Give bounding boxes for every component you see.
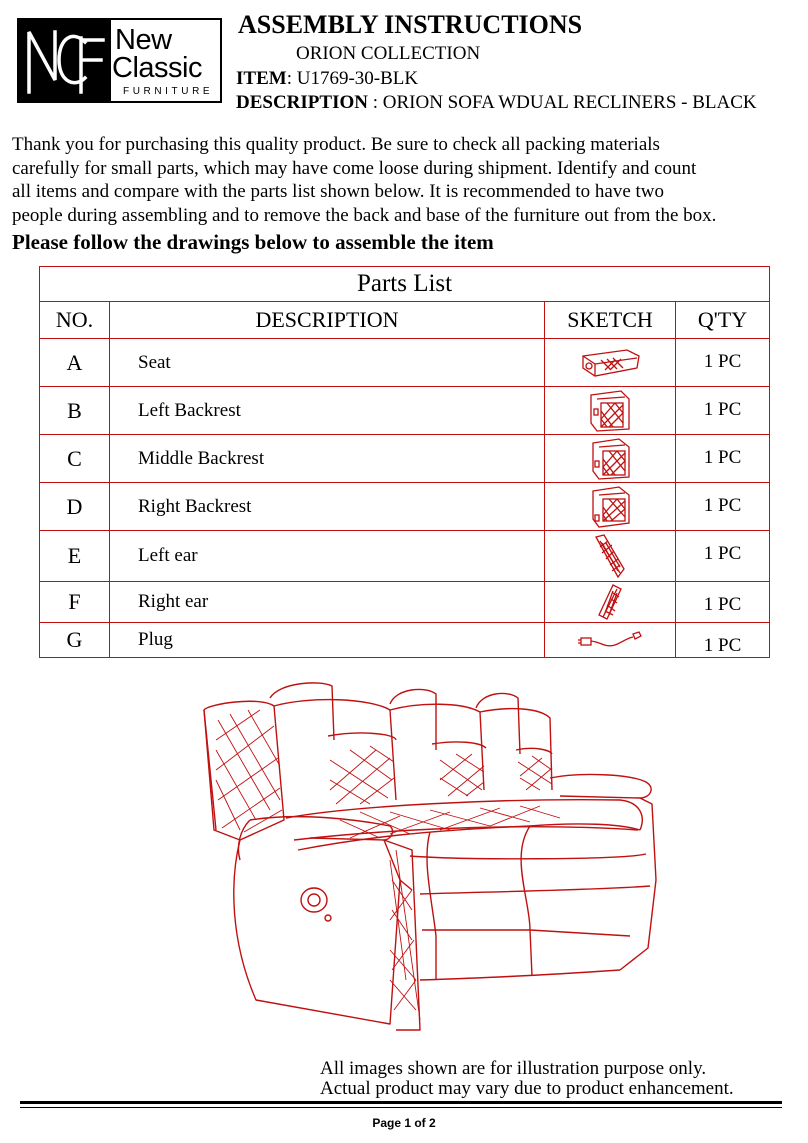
logo-text-new: New bbox=[115, 24, 172, 56]
middle-backrest-sketch-icon bbox=[545, 437, 675, 481]
part-qty: 1 PC bbox=[676, 531, 770, 582]
part-qty: 1 PC bbox=[676, 623, 770, 658]
part-description: Middle Backrest bbox=[110, 435, 545, 483]
part-no: E bbox=[40, 531, 110, 582]
left-ear-sketch-icon bbox=[545, 533, 675, 579]
part-qty: 1 PC bbox=[676, 339, 770, 387]
logo-text-classic: Classic bbox=[112, 52, 202, 84]
header-qty: Q'TY bbox=[676, 302, 770, 339]
part-no: F bbox=[40, 582, 110, 623]
part-description: Right Backrest bbox=[110, 483, 545, 531]
description-line bbox=[236, 92, 757, 114]
plug-sketch-icon bbox=[545, 628, 675, 652]
page-number: Page 1 of 2 bbox=[372, 1116, 436, 1130]
header-no: NO. bbox=[40, 302, 110, 339]
part-description: Seat bbox=[110, 339, 545, 387]
footer-rule bbox=[20, 1101, 782, 1104]
header-description: DESCRIPTION bbox=[110, 302, 545, 339]
table-row bbox=[40, 483, 770, 531]
right-backrest-sketch-icon bbox=[545, 485, 675, 529]
table-row bbox=[40, 582, 770, 623]
part-description: Right ear bbox=[110, 582, 545, 623]
intro-line: all items and compare with the parts list shown below. It is recommended to have two bbox=[12, 181, 665, 202]
part-description: Left ear bbox=[110, 531, 545, 582]
part-qty: 1 PC bbox=[676, 435, 770, 483]
description-value: : ORION SOFA WDUAL RECLINERS - BLACK bbox=[367, 92, 757, 113]
intro-line: Thank you for purchasing this quality product. Be sure to check all packing materials bbox=[12, 134, 660, 155]
part-no: G bbox=[40, 623, 110, 658]
item-label: ITEM bbox=[236, 68, 287, 89]
right-ear-sketch-icon bbox=[545, 583, 675, 621]
part-no: D bbox=[40, 483, 110, 531]
footer-rule-thin bbox=[20, 1107, 782, 1108]
item-line bbox=[236, 68, 418, 90]
table-row bbox=[40, 435, 770, 483]
part-qty: 1 PC bbox=[676, 387, 770, 435]
part-description: Left Backrest bbox=[110, 387, 545, 435]
brand-logo bbox=[17, 18, 222, 103]
disclaimer-line: Actual product may vary due to product enhancement. bbox=[320, 1078, 734, 1099]
part-no: C bbox=[40, 435, 110, 483]
assembly-instruction: Please follow the drawings below to assemble the item bbox=[12, 230, 494, 254]
part-qty: 1 PC bbox=[676, 483, 770, 531]
intro-line: people during assembling and to remove the back and base of the furniture out from the box. bbox=[12, 204, 717, 226]
table-row bbox=[40, 623, 770, 658]
header-sketch: SKETCH bbox=[545, 302, 676, 339]
seat-sketch-icon bbox=[545, 346, 675, 380]
parts-list-table bbox=[39, 266, 770, 658]
part-no: A bbox=[40, 339, 110, 387]
part-qty: 1 PC bbox=[676, 582, 770, 623]
table-row bbox=[40, 531, 770, 582]
document-title: ASSEMBLY INSTRUCTIONS bbox=[238, 10, 583, 39]
table-header-row bbox=[40, 302, 770, 339]
table-row bbox=[40, 387, 770, 435]
sofa-illustration-icon bbox=[200, 680, 662, 1041]
description-label: DESCRIPTION bbox=[236, 92, 368, 113]
parts-list-caption: Parts List bbox=[40, 267, 770, 302]
collection-name: ORION COLLECTION bbox=[296, 43, 481, 64]
left-backrest-sketch-icon bbox=[545, 389, 675, 433]
disclaimer bbox=[320, 1059, 734, 1099]
ncf-monogram-icon bbox=[19, 20, 111, 101]
part-description: Plug bbox=[110, 623, 545, 658]
logo-text-furniture: FURNITURE bbox=[123, 86, 214, 97]
intro-paragraph bbox=[12, 133, 802, 227]
item-value: : U1769-30-BLK bbox=[286, 68, 419, 89]
disclaimer-line: All images shown are for illustration purpose only. bbox=[320, 1058, 707, 1079]
part-no: B bbox=[40, 387, 110, 435]
intro-line: carefully for small parts, which may have come loose during shipment. Identify and count bbox=[12, 157, 697, 179]
table-row bbox=[40, 339, 770, 387]
